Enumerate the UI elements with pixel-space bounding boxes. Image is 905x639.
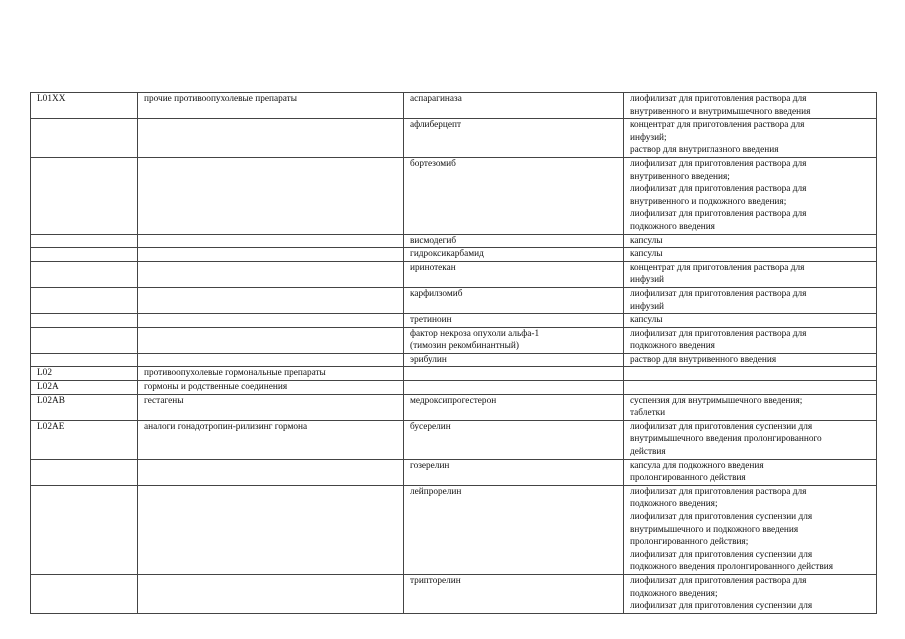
table-row (31, 485, 877, 574)
drug-name-cell-line (410, 367, 623, 380)
drug-table (30, 92, 877, 614)
drug-name-cell-line: эрибулин (410, 354, 447, 365)
dosage-form-cell-line: лиофилизат для приготовления суспензии для (630, 512, 813, 522)
dosage-form-cell-line (630, 381, 876, 394)
drug-name-cell (404, 574, 624, 613)
atc-code-cell (31, 327, 138, 353)
atc-code-cell (31, 119, 138, 158)
dosage-form-cell-line: концентрат для приготовления раствора для (630, 262, 805, 273)
dosage-form-cell-line: суспензия для внутримышечного введения; (630, 395, 803, 406)
dosage-form-cell-line: лиофилизат для приготовления раствора для (630, 158, 807, 169)
dosage-form-cell-line: подкожного введения пролонгированного действия (630, 562, 833, 573)
dosage-form-cell (624, 287, 877, 313)
dosage-form-cell-line: лиофилизат для приготовления раствора для (630, 575, 807, 586)
atc-code-cell (31, 459, 138, 485)
anatomical-group-cell (138, 157, 404, 234)
dosage-form-cell (624, 157, 877, 234)
table-row (31, 93, 877, 119)
drug-name-cell (404, 248, 624, 262)
dosage-form-cell (624, 394, 877, 420)
anatomical-group-cell (138, 234, 404, 248)
dosage-form-cell-line: лиофилизат для приготовления суспензии для (630, 601, 813, 612)
table-row (31, 327, 877, 353)
drug-name-cell-line: медроксипрогестерон (410, 395, 497, 406)
dosage-form-cell-line: инфузий (630, 301, 665, 312)
drug-name-cell (404, 420, 624, 459)
drug-name-cell-line: фактор некроза опухоли альфа-1 (410, 328, 540, 339)
dosage-form-cell-line: капсулы (630, 315, 663, 326)
drug-name-cell-line: аспарагиназа (410, 94, 462, 104)
dosage-form-cell (624, 381, 877, 395)
drug-name-cell-line: гидроксикарбамид (410, 249, 484, 260)
dosage-form-cell (624, 420, 877, 459)
dosage-form-cell-line (630, 367, 876, 380)
table-row (31, 420, 877, 459)
anatomical-group-cell: аналоги гонадотропин-рилизинг гормона (138, 420, 404, 459)
anatomical-group-cell: гестагены (138, 394, 404, 420)
drug-name-cell-line: (тимозин рекомбинантный) (410, 341, 519, 352)
dosage-form-cell-line: лиофилизат для приготовления раствора для (630, 328, 807, 339)
dosage-form-cell (624, 367, 877, 381)
dosage-form-cell-line: лиофилизат для приготовления раствора для (630, 184, 807, 195)
dosage-form-cell-line: подкожного введения; (630, 588, 718, 599)
table-row (31, 157, 877, 234)
atc-code-cell: L02AE (31, 420, 138, 459)
anatomical-group-cell (138, 119, 404, 158)
drug-name-cell-line: третиноин (410, 315, 452, 326)
anatomical-group-cell (138, 353, 404, 367)
drug-name-cell (404, 157, 624, 234)
table-row (31, 287, 877, 313)
drug-name-cell (404, 314, 624, 328)
drug-name-cell (404, 261, 624, 287)
drug-name-cell-line: иринотекан (410, 262, 456, 273)
atc-code-cell: L02A (31, 381, 138, 395)
dosage-form-cell-line: пролонгированного действия (630, 473, 746, 484)
table-row (31, 248, 877, 262)
dosage-form-cell-line: внутримышечного и подкожного введения (630, 524, 799, 535)
dosage-form-cell-line: раствор для внутривенного введения (630, 354, 777, 365)
dosage-form-cell-line: капсула для подкожного введения (630, 460, 764, 471)
dosage-form-cell (624, 574, 877, 613)
anatomical-group-cell (138, 287, 404, 313)
dosage-form-cell-line: подкожного введения; (630, 499, 718, 510)
dosage-form-cell-line: капсулы (630, 249, 663, 260)
table-row (31, 353, 877, 367)
dosage-form-cell (624, 314, 877, 328)
atc-code-cell (31, 234, 138, 248)
atc-code-cell: L01XX (31, 93, 138, 119)
drug-name-cell (404, 119, 624, 158)
dosage-form-cell (624, 119, 877, 158)
dosage-form-cell (624, 327, 877, 353)
anatomical-group-cell: противоопухолевые гормональные препараты (138, 367, 404, 381)
atc-code-cell (31, 314, 138, 328)
table-row (31, 381, 877, 395)
dosage-form-cell (624, 353, 877, 367)
dosage-form-cell-line: лиофилизат для приготовления суспензии для (630, 549, 813, 560)
atc-code-cell: L02AB (31, 394, 138, 420)
drug-name-cell-line: висмодегиб (410, 235, 457, 246)
dosage-form-cell-line: инфузий (630, 275, 665, 286)
atc-code-cell (31, 248, 138, 262)
table-row (31, 261, 877, 287)
drug-table-body (31, 93, 877, 614)
dosage-form-cell (624, 261, 877, 287)
anatomical-group-cell (138, 261, 404, 287)
anatomical-group-cell (138, 574, 404, 613)
anatomical-group-cell (138, 485, 404, 574)
dosage-form-cell-line: лиофилизат для приготовления раствора для (630, 209, 807, 220)
dosage-form-cell-line: действия (630, 447, 666, 458)
drug-name-cell (404, 93, 624, 119)
drug-name-cell-line: карфилзомиб (410, 288, 463, 299)
anatomical-group-cell (138, 459, 404, 485)
table-row (31, 234, 877, 248)
atc-code-cell (31, 157, 138, 234)
atc-code-cell: L02 (31, 367, 138, 381)
table-row (31, 574, 877, 613)
atc-code-cell (31, 574, 138, 613)
atc-code-cell (31, 485, 138, 574)
dosage-form-cell-line: лиофилизат для приготовления раствора для (630, 288, 807, 299)
drug-name-cell (404, 459, 624, 485)
drug-name-cell (404, 234, 624, 248)
atc-code-cell (31, 353, 138, 367)
dosage-form-cell-line: внутривенного введения; (630, 171, 730, 182)
dosage-form-cell-line: капсулы (630, 235, 663, 246)
drug-name-cell-line: афлиберцепт (410, 120, 462, 131)
drug-name-cell (404, 394, 624, 420)
drug-name-cell-line (410, 381, 623, 394)
dosage-form-cell-line: раствор для внутриглазного введения (630, 145, 779, 156)
anatomical-group-cell (138, 314, 404, 328)
dosage-form-cell-line: лиофилизат для приготовления раствора для (630, 486, 807, 497)
dosage-form-cell-line: таблетки (630, 408, 666, 419)
dosage-form-cell-line: пролонгированного действия; (630, 537, 749, 548)
drug-name-cell (404, 327, 624, 353)
table-row (31, 119, 877, 158)
drug-name-cell (404, 353, 624, 367)
dosage-form-cell-line: внутривенного и внутримышечного введения (630, 106, 811, 117)
dosage-form-cell-line: подкожного введения (630, 221, 715, 232)
anatomical-group-cell: прочие противоопухолевые препараты (138, 93, 404, 119)
drug-name-cell (404, 485, 624, 574)
drug-name-cell-line: гозерелин (410, 460, 450, 471)
drug-name-cell-line: бортезомиб (410, 158, 456, 169)
drug-name-cell (404, 287, 624, 313)
dosage-form-cell-line: внутримышечного введения пролонгированного (630, 434, 822, 445)
dosage-form-cell-line: подкожного введения (630, 341, 715, 352)
anatomical-group-cell (138, 248, 404, 262)
table-row (31, 314, 877, 328)
drug-name-cell (404, 381, 624, 395)
dosage-form-cell-line: внутривенного и подкожного введения; (630, 196, 787, 207)
anatomical-group-cell: гормоны и родственные соединения (138, 381, 404, 395)
table-row (31, 367, 877, 381)
atc-code-cell (31, 261, 138, 287)
dosage-form-cell-line: инфузий; (630, 132, 667, 143)
dosage-form-cell (624, 485, 877, 574)
anatomical-group-cell (138, 327, 404, 353)
dosage-form-cell (624, 93, 877, 119)
dosage-form-cell (624, 248, 877, 262)
dosage-form-cell (624, 234, 877, 248)
drug-name-cell-line: лейпрорелин (410, 486, 462, 497)
dosage-form-cell (624, 459, 877, 485)
drug-name-cell-line: трипторелин (410, 575, 461, 586)
drug-name-cell (404, 367, 624, 381)
table-row (31, 394, 877, 420)
atc-code-cell (31, 287, 138, 313)
dosage-form-cell-line: лиофилизат для приготовления суспензии для (630, 421, 813, 432)
dosage-form-cell-line: лиофилизат для приготовления раствора для (630, 94, 807, 104)
drug-name-cell-line: бусерелин (410, 421, 451, 432)
table-row (31, 459, 877, 485)
dosage-form-cell-line: концентрат для приготовления раствора для (630, 120, 805, 131)
